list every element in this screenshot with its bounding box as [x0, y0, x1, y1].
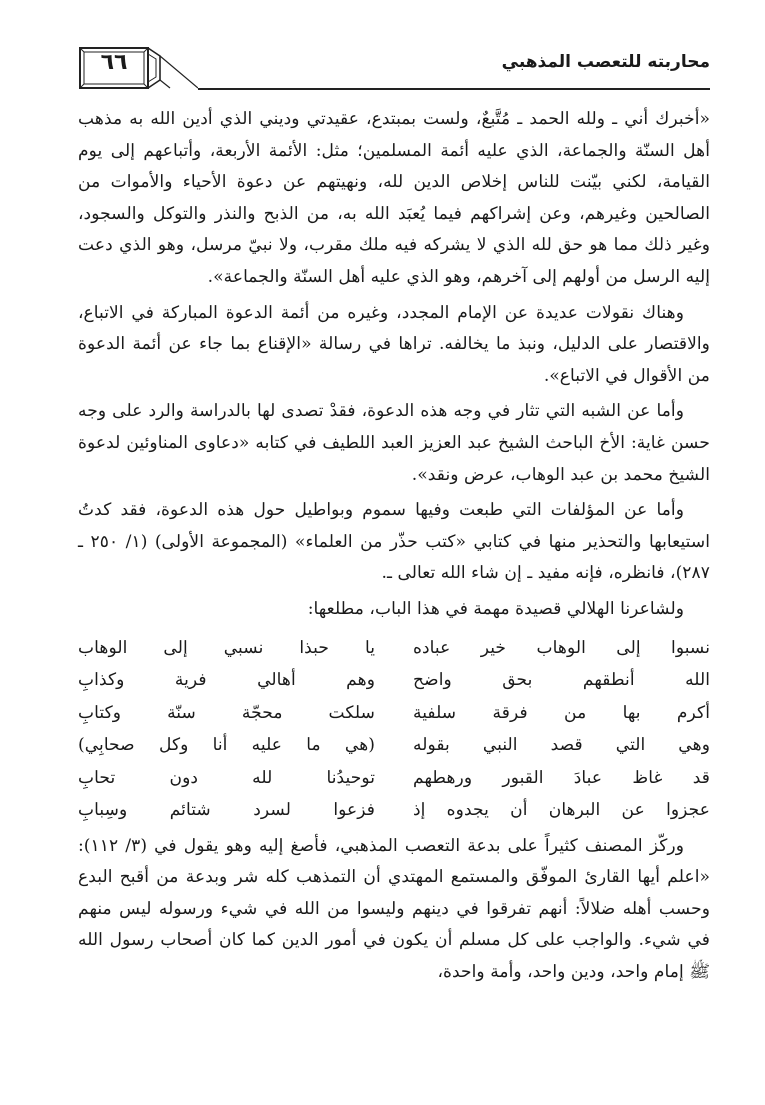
verse-5-first-half: قد غاظ عبادَ القبور ورهطهم	[413, 767, 710, 788]
verse-2-first-half: الله أنطقهم بحق واضح	[413, 670, 710, 690]
verse-4-second-half: (هي ما عليه أنا وكل صحابِي)	[78, 735, 375, 755]
verse-1-second-half: يا حبذا نسبي إلى الوهاب	[78, 637, 375, 658]
page-number: ٦٦	[100, 50, 128, 75]
verse-4-first-half: وهي التي قصد النبي بقوله	[413, 735, 710, 755]
verse-3-second-half: سلكت محجّة سنّة وكتابِ	[78, 702, 375, 723]
verse-6-first-half: عجزوا عن البرهان أن يجدوه إذ	[413, 800, 710, 820]
paragraph-poem-intro: ولشاعرنا الهلالي قصيدة مهمة في هذا الباب، مطلعها:	[307, 598, 684, 619]
verse-3-first-half: أكرم بها من فرقة سلفية	[413, 702, 710, 723]
header-rule	[198, 88, 710, 90]
verse-5-second-half: توحيدُنا لله دون تحابِ	[78, 767, 375, 788]
paragraph-quote: «أخبرك أني ـ ولله الحمد ـ مُتَّبعٌ، ولست بمبتدع، عقيدتي وديني الذي أدين الله به مذهب أهل السنّة والجماعة، الذي عليه أئمة المسلمين؛ مثل: الأئمة الأربعة، وأتباعهم إلى يوم القيامة، لكني بيّنت للناس إخلاص الدين لله، ونهيتهم عن دعوة الأحياء والأموات من الصالحين وغيرهم، وعن إشراكهم فيما يُعبَد الله به، من الذبح والنذر والتوكل والسجود، وغير ذلك مما هو حق لله الذي لا يشركه فيه ملك مقرب، ولا نبيّ مرسل، وهو الذي دعت إليه الرسل من أولهم إلى آخرهم، وهو الذي عليه أهل السنّة والجماعة».	[78, 109, 710, 287]
page-number-ornament	[78, 46, 198, 92]
verse-1-first-half: نسبوا إلى الوهاب خير عباده	[413, 637, 710, 658]
paragraph-closing: وركّز المصنف كثيراً على بدعة التعصب المذهبي، فأصغ إليه وهو يقول في (٣/ ١١٢): «اعلم أيها القارئ الموفّق والمستمع المهتدي أن التمذهب كله شر وبدعة من أقبح البدع وحسب أهله ضلالاً: أنهم تفرقوا في دينهم وليسوا من الله في شيء ورسوله ليس منهم في شيء. والواجب على كل مسلم أن يكون في أمور الدين كما كان أصحاب رسول الله ﷺ إمام واحد، ودين واحد، وأمة واحدة،	[78, 835, 710, 982]
poem	[78, 632, 710, 827]
running-title: محاربته للتعصب المذهبي	[501, 52, 710, 72]
verse-6-second-half: فزعوا لسرد شتائم وسِبابِ	[78, 800, 375, 820]
body-text	[78, 104, 710, 988]
book-page	[78, 40, 710, 1090]
paragraph-rebuttals: وأما عن الشبه التي تثار في وجه هذه الدعوة، فقدْ تصدى لها بالدراسة والرد على وجه حسن غاية: الأخ الباحث الشيخ عبد العزيز العبد اللطيف في كتابه «دعاوى المناوئين لدعوة الشيخ محمد بن عبد الوهاب، عرض ونقد».	[78, 401, 710, 485]
paragraph-sources: وهناك نقولات عديدة عن الإمام المجدد، وغيره من أئمة الدعوة المباركة في الاتباع، والاقتصار على الدليل، ونبذ ما يخالفه. تراها في رسالة «الإقناع بما جاء عن أئمة الدعوة من الأقوال في الاتباع».	[78, 302, 710, 386]
page-header	[78, 40, 710, 96]
verse-2-second-half: وهم أهالي فرية وكذابِ	[78, 670, 375, 690]
paragraph-books: وأما عن المؤلفات التي طبعت وفيها سموم وبواطيل حول هذه الدعوة، فقد كدتُ استيعابها والتحذير منها في كتابي «كتب حذّر من العلماء» (المجموعة الأولى) (١/ ٢٥٠ ـ ٢٨٧)، فانظره، فإنه مفيد ـ إن شاء الله تعالى ـ.	[78, 500, 710, 584]
